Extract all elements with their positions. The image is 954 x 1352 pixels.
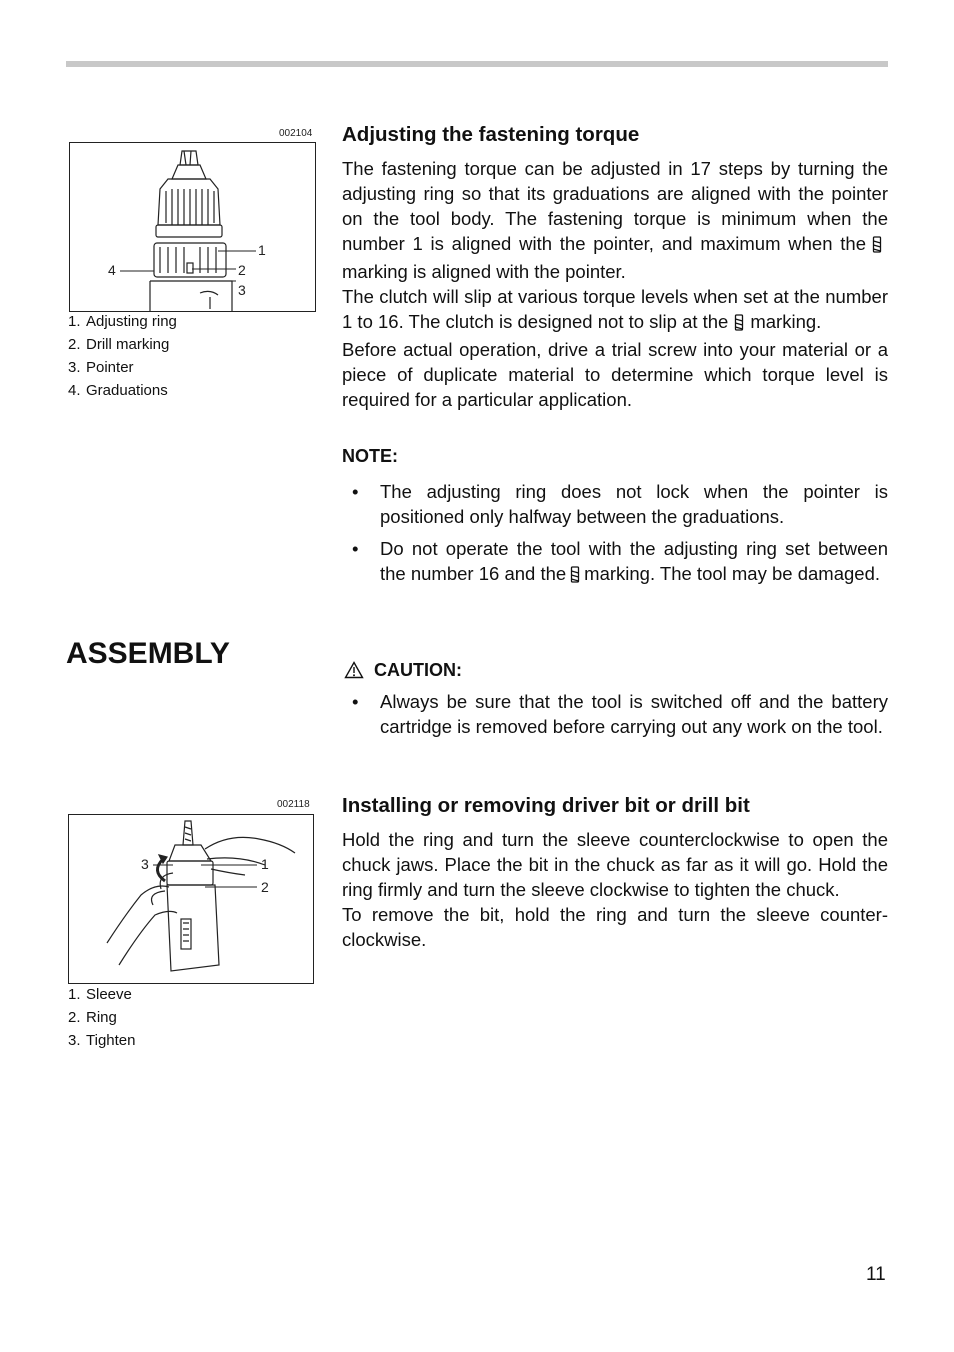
figure1-callout-2: 2 (238, 262, 246, 278)
section-heading-torque: Adjusting the fastening torque (342, 123, 640, 146)
installing-paragraph-2: To remove the bit, hold the ring and turn the sleeve counter-clockwise. (342, 904, 888, 950)
page-number: 11 (866, 1264, 886, 1285)
figure1-callout-4: 4 (108, 262, 116, 278)
note-heading: NOTE: (342, 446, 398, 466)
drill-marking-icon (872, 234, 882, 259)
legend-item: 1. Adjusting ring (68, 313, 177, 330)
installing-body (342, 827, 888, 952)
legend-item: 3. Pointer (68, 359, 134, 376)
drill-marking-icon (570, 564, 580, 589)
figure1-legend (68, 310, 177, 402)
caution-bullets (342, 689, 888, 746)
figure2-chuck-installation-illustration (68, 814, 314, 984)
figure2-callout-2: 2 (261, 879, 269, 895)
figure2-callout-1: 1 (261, 856, 269, 872)
torque-paragraph-1: The fastening torque can be adjusted in 17 steps by turning the adjusting ring so that its graduations are aligned with the pointer on the tool body. The fastening torque is minimum when the number 1 is aligned with the pointer, and maximum when themarking is aligned with the pointer. (342, 158, 888, 282)
caution-triangle-icon (344, 661, 364, 679)
installing-paragraph-1: Hold the ring and turn the sleeve counterclockwise to open the chuck jaws. Place the bit in the chuck as far as it will go. Hold the ring firmly and turn the sleeve clockwise to tighten the chuck. (342, 829, 888, 900)
legend-item: 2. Ring (68, 1009, 117, 1026)
note-bullets (342, 479, 888, 596)
figure2-legend (68, 983, 135, 1052)
note-bullet-2: • Do not operate the tool with the adjusting ring set between the number 16 and the marking. The tool may be damaged. (342, 536, 888, 589)
figure2-callout-3: 3 (141, 856, 149, 872)
legend-item: 2. Drill marking (68, 336, 170, 353)
assembly-heading: ASSEMBLY (66, 637, 230, 670)
figure1-code: 002104 (279, 128, 313, 139)
figure1-callout-1: 1 (258, 242, 266, 258)
section-heading-installing: Installing or removing driver bit or drill bit (342, 794, 750, 817)
legend-item: 3. Tighten (68, 1032, 136, 1049)
figure1-drill-chuck-illustration (69, 142, 316, 312)
caution-bullet-1: • Always be sure that the tool is switched off and the battery cartridge is removed before carrying out any work on the tool. (352, 691, 888, 737)
legend-item: 1. Sleeve (68, 986, 132, 1003)
drill-marking-icon (734, 312, 744, 337)
torque-body (342, 156, 888, 412)
caution-heading: CAUTION: (344, 660, 462, 681)
torque-paragraph-3: Before actual operation, drive a trial screw into your material or a piece of duplicate material to determine which torque level is required for a particular application. (342, 339, 888, 410)
note-bullet-1: • The adjusting ring does not lock when the pointer is positioned only halfway between the graduations. (352, 481, 888, 527)
header-rule (66, 61, 888, 67)
figure1-callout-3: 3 (238, 282, 246, 298)
torque-paragraph-2: The clutch will slip at various torque levels when set at the number 1 to 16. The clutch is designed not to slip at the marking. (342, 284, 888, 337)
figure2-code: 002118 (277, 799, 310, 810)
legend-item: 4. Graduations (68, 382, 168, 399)
